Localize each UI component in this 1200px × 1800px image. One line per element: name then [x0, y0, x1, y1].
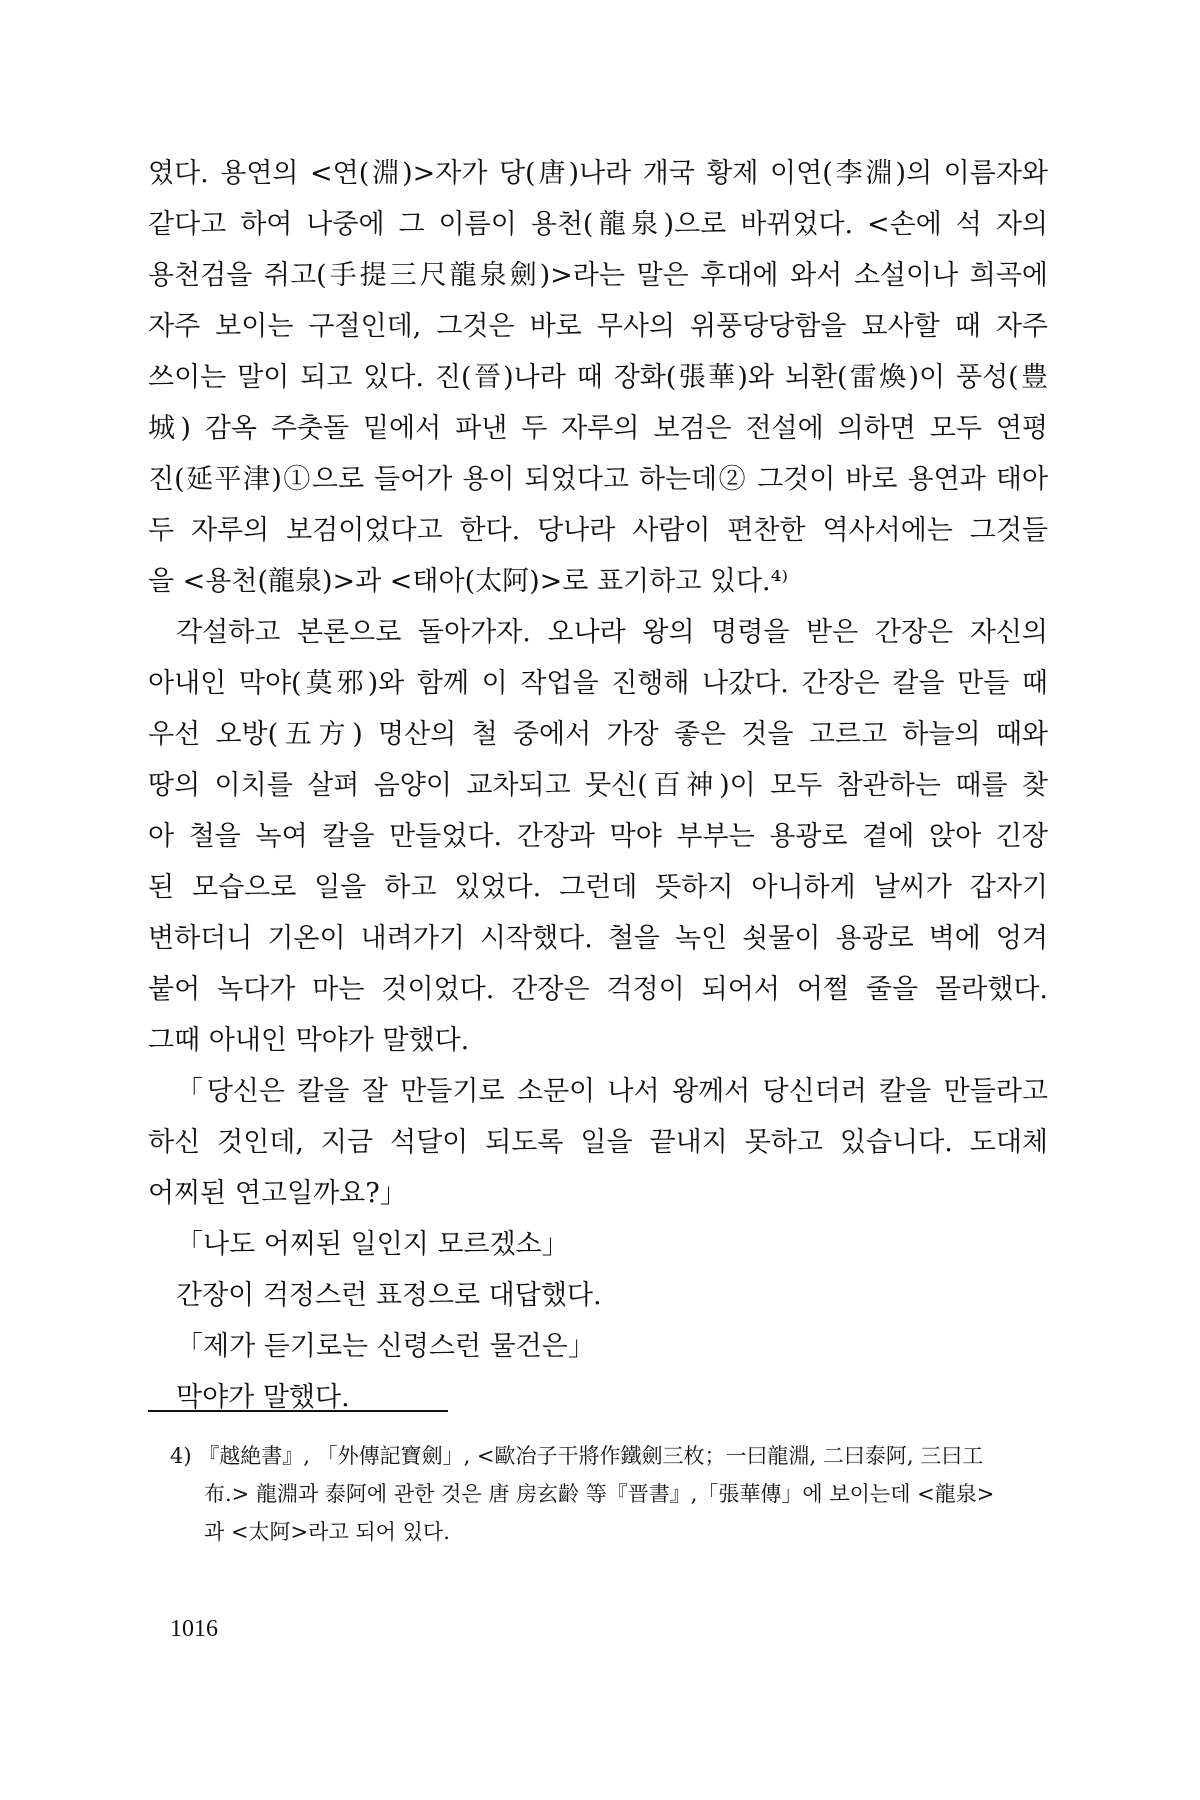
- footnote-line: 4) 『越絶書』, 「外傳記寶劍」, <歐冶子干將作鐵劍三枚；一曰龍淵, 二曰泰阿, 三曰工: [170, 1444, 984, 1468]
- text-line: 어찌된 연고일까요?」: [148, 1178, 407, 1209]
- footnote-divider: [148, 1410, 448, 1412]
- text-line: 두 자루의 보검이었다고 한다. 당나라 사람이 편찬한 역사서에는 그것들: [148, 515, 1048, 546]
- text-line: 용천검을 쥐고(手提三尺龍泉劍)>라는 말은 후대에 와서 소설이나 희곡에: [148, 260, 1048, 291]
- text-line: 된 모습으로 일을 하고 있었다. 그런데 뜻하지 아니하게 날씨가 갑자기: [148, 872, 1048, 903]
- footnote-line: 과 <太阿>라고 되어 있다.: [204, 1520, 450, 1544]
- text-line: 진(延平津)①으로 들어가 용이 되었다고 하는데② 그것이 바로 용연과 태아: [148, 464, 1048, 495]
- text-line: 하신 것인데, 지금 석달이 되도록 일을 끝내지 못하고 있습니다. 도대체: [148, 1127, 1048, 1158]
- text-line: 아내인 막야(莫邪)와 함께 이 작업을 진행해 나갔다. 간장은 칼을 만들 때: [148, 668, 1048, 699]
- text-line: 우선 오방(五方) 명산의 철 중에서 가장 좋은 것을 고르고 하늘의 때와: [148, 719, 1048, 750]
- text-line: 같다고 하여 나중에 그 이름이 용천(龍泉)으로 바뀌었다. <손에 석 자의: [148, 209, 1048, 240]
- text-line: 각설하고 본론으로 돌아가자. 오나라 왕의 명령을 받은 간장은 자신의: [176, 617, 1048, 648]
- text-line: 아 철을 녹여 칼을 만들었다. 간장과 막야 부부는 용광로 곁에 앉아 긴장: [148, 821, 1048, 852]
- text-line: 자주 보이는 구절인데, 그것은 바로 무사의 위풍당당함을 묘사할 때 자주: [148, 311, 1048, 342]
- footnote-line: 布.> 龍淵과 泰阿에 관한 것은 唐 房玄齡 等『晋書』,「張華傳」에 보이는데 <龍泉>: [204, 1482, 995, 1506]
- text-line: 붙어 녹다가 마는 것이었다. 간장은 걱정이 되어서 어쩔 줄을 몰라했다.: [148, 974, 1048, 1005]
- text-line: 「제가 듣기로는 신령스런 물건은」: [176, 1331, 595, 1362]
- text-line: 「당신은 칼을 잘 만들기로 소문이 나서 왕께서 당신더러 칼을 만들라고: [176, 1076, 1048, 1107]
- text-line: 막야가 말했다.: [176, 1382, 350, 1413]
- text-line: 변하더니 기온이 내려가기 시작했다. 철을 녹인 쇳물이 용광로 벽에 엉겨: [148, 923, 1048, 954]
- text-line: 그때 아내인 막야가 말했다.: [148, 1025, 470, 1056]
- page-number: 1016: [170, 1616, 218, 1642]
- main-text: [148, 148, 1048, 1423]
- text-line: 였다. 용연의 <연(淵)>자가 당(唐)나라 개국 황제 이연(李淵)의 이름자와: [148, 158, 1048, 189]
- text-line: 「나도 어찌된 일인지 모르겠소」: [176, 1229, 569, 1260]
- text-line: 땅의 이치를 살펴 음양이 교차되고 뭇신(百神)이 모두 참관하는 때를 찾: [148, 770, 1048, 801]
- text-line: 城) 감옥 주춧돌 밑에서 파낸 두 자루의 보검은 전설에 의하면 모두 연평: [148, 413, 1048, 444]
- text-line: 을 <용천(龍泉)>과 <태아(太阿)>로 표기하고 있다.⁴⁾: [148, 566, 789, 597]
- text-line: 간장이 걱정스런 표정으로 대답했다.: [176, 1280, 602, 1311]
- text-line: 쓰이는 말이 되고 있다. 진(晉)나라 때 장화(張華)와 뇌환(雷煥)이 풍성(豊: [148, 362, 1048, 393]
- footnotes: [170, 1437, 1050, 1551]
